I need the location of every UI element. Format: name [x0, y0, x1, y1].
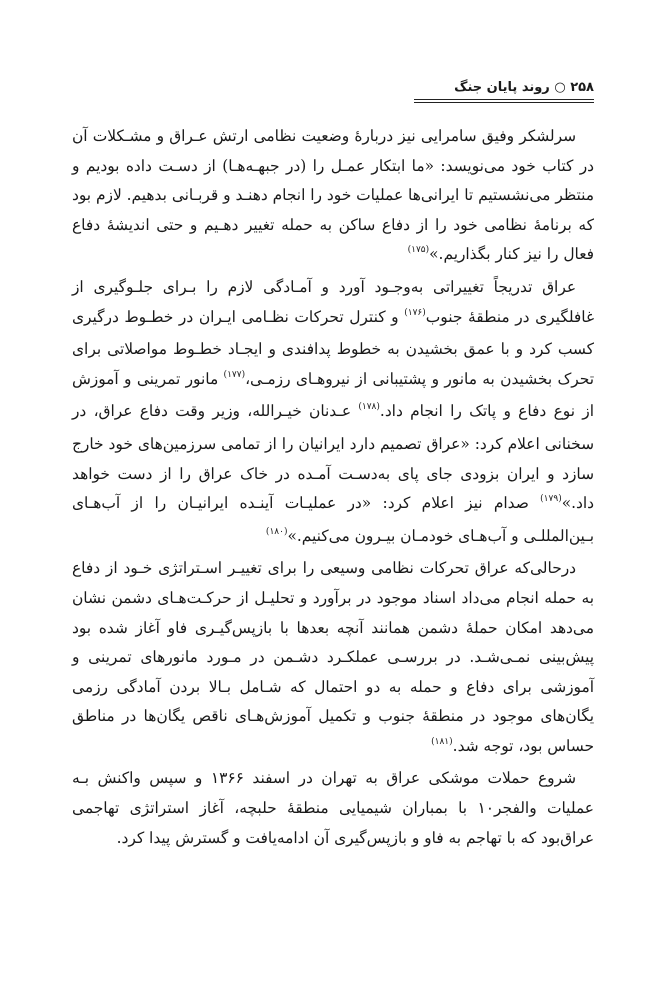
paragraph-text: عراق تدریجاً تغییراتی به‌وجـود آورد و آمـادگی لازم را بـرای جلـوگیری از غافلگیری در منطقهٔ جنوب [72, 277, 595, 326]
running-head [72, 80, 594, 95]
footnote-marker: (۱۸۰) [265, 526, 288, 537]
paragraph-text: مانور تمرینی و آموزش از نوع دفاع و پاتک را انجام داد. [72, 369, 594, 421]
paragraph [72, 554, 594, 764]
paragraph-text: عـدنان خیـرالله، وزیر وقت دفاع عراق، در سخنانی اعلام کرد: «عراق تصمیم دارد ایرانیان را از تمامی سرزمین‌های خود خارج سازد و ایران بزودی جای پای به‌دسـت آمـده در خاک عراق را از دست خواهد داد.» [72, 402, 594, 513]
paragraph [72, 122, 594, 273]
paragraph-text: سرلشکر وفیق سامرایی نیز دربارهٔ وضعیت نظامی ارتش عـراق و مشـکلات آن در کتاب خود می‌نویسد: «ما ابتکار عمـل را (در جبهـه‌هـا) از دسـت داده بودیم و منتظر می‌نشستیم تا ایرانی‌ها عملیات خود را انجام دهنـد و قربـانی بدهیم. لازم بود که برنامهٔ نظامی خود را از دفاع ساکن به حمله تغییر دهـیم و حتی اندیشهٔ دفاع فعال را نیز کنار بگذاریم.» [72, 127, 594, 264]
bullet-circle-icon: ○ [554, 80, 566, 95]
page-number: ۲۵۸ [570, 80, 594, 95]
paragraph [72, 764, 594, 853]
paragraph-text: صدام نیز اعلام کرد: «در عملیـات آینـده ایرانیـان را از آب‌هـای بـین‌المللـی و آب‌هـای خودمـان بیـرون می‌کنیم.» [72, 494, 594, 545]
footnote-marker: (۱۷۶) [404, 307, 426, 318]
footnote-marker: (۱۷۸) [358, 402, 380, 413]
chapter-title: روند پایان جنگ [454, 80, 550, 95]
footnote-marker: (۱۷۹) [540, 494, 562, 505]
footnote-marker: (۱۸۱) [431, 736, 453, 747]
header-double-rule [414, 99, 594, 103]
paragraph-text: شروع حملات موشکی عراق به تهران در اسفند ۱۳۶۶ و سپس واکنش بـه عملیات والفجر۱۰ با بمباران شیمیایی منطقهٔ حلبچه، آغاز استراتژی تهاجمی عراق‌بود که با تهاجم به فاو و بازپس‌گیری آن ادامه‌یافت و گسترش پیدا کرد. [72, 769, 594, 847]
footnote-marker: (۱۷۵) [407, 245, 430, 256]
footnote-marker: (۱۷۷) [223, 369, 246, 380]
paragraph-text: و کنترل تحرکات نظـامی ایـران در خطـوط درگیری کسب کرد و با عمق بخشیدن به خطوط پدافندی و ایجـاد خطـوط مواصلاتی برای تحرک بخشیدن به مانور و پشتیبانی از نیروهـای رزمـی، [72, 307, 594, 388]
body-text [72, 122, 594, 853]
paragraph-text: درحالی‌که عراق تحرکات نظامی وسیعی را برای تغییـر اسـتراتژی خـود از دفاع به حمله انجام می‌داد اسناد موجود در برآورد و تحلیـل از حرکـت‌هـای دشمن نشان می‌دهد امکان حملهٔ دشمن همانند آنچه بعدها با بازپس‌گیـری فاو آغاز شده بود پیش‌بینی نمـی‌شـد. در بررسـی عملکـرد دشـمن در مـورد مانورهای تمرینی و آموزشی برای دفاع و حمله به دو احتمال که شـامل بـالا بردن آمادگی رزمی یگان‌های موجود در منطقهٔ جنوب و تکمیل آموزش‌هـای ناقص یگان‌ها در مناطق حساس بود، توجه شد. [72, 559, 594, 755]
paragraph [72, 273, 594, 554]
